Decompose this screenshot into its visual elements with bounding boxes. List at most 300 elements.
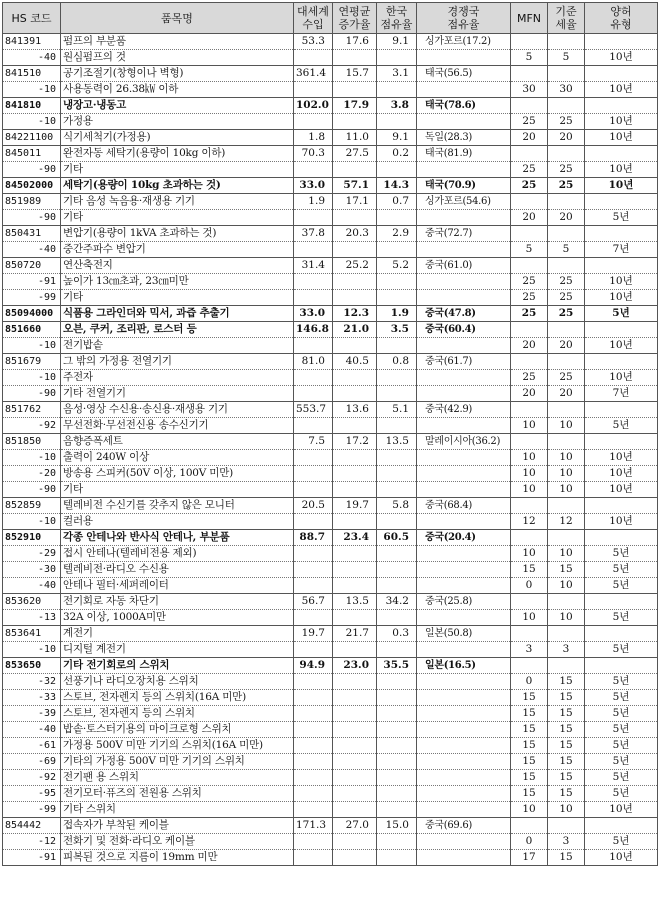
korea-share-cell: 5.2: [377, 258, 417, 274]
mfn-cell: [511, 34, 548, 50]
competitor-share-cell: [417, 802, 511, 818]
table-row: [3, 722, 658, 738]
base-rate-cell: 25: [548, 162, 585, 178]
korea-share-cell: [377, 786, 417, 802]
concession-type-cell: 5년: [585, 546, 658, 562]
concession-type-cell: [585, 626, 658, 642]
mfn-cell: [511, 434, 548, 450]
hs-code-cell: -10: [3, 642, 61, 658]
cagr-cell: [333, 82, 377, 98]
mfn-cell: 25: [511, 178, 548, 194]
hs-code-cell: 851850: [3, 434, 61, 450]
mfn-cell: 10: [511, 546, 548, 562]
cagr-cell: 23.4: [333, 530, 377, 546]
competitor-share-cell: 태국(81.9): [417, 146, 511, 162]
base-rate-cell: [548, 594, 585, 610]
table-row: [3, 642, 658, 658]
mfn-cell: [511, 322, 548, 338]
table-row: [3, 626, 658, 642]
competitor-share-cell: [417, 482, 511, 498]
world-imports-cell: 88.7: [294, 530, 333, 546]
korea-share-cell: [377, 690, 417, 706]
cagr-cell: 19.7: [333, 498, 377, 514]
concession-type-cell: 10년: [585, 466, 658, 482]
concession-type-cell: 5년: [585, 210, 658, 226]
world-imports-cell: [294, 610, 333, 626]
table-row: [3, 322, 658, 338]
world-imports-cell: [294, 850, 333, 866]
world-imports-cell: [294, 706, 333, 722]
table-row: [3, 258, 658, 274]
mfn-cell: 20: [511, 386, 548, 402]
competitor-share-cell: [417, 834, 511, 850]
base-rate-cell: 20: [548, 386, 585, 402]
product-name-cell: 그 밖의 가정용 전열기기: [61, 354, 294, 370]
table-row: [3, 514, 658, 530]
product-name-cell: 접속자가 부착된 케이블: [61, 818, 294, 834]
hs-code-cell: -40: [3, 578, 61, 594]
table-row: [3, 834, 658, 850]
korea-share-cell: [377, 274, 417, 290]
product-name-cell: 선풍기나 라디오장치용 스위치: [61, 674, 294, 690]
hs-code-cell: -10: [3, 114, 61, 130]
concession-type-cell: 10년: [585, 338, 658, 354]
table-row: [3, 402, 658, 418]
concession-type-cell: 5년: [585, 610, 658, 626]
korea-share-cell: [377, 162, 417, 178]
cagr-cell: [333, 274, 377, 290]
korea-share-cell: 5.1: [377, 402, 417, 418]
competitor-share-cell: 싱가포르(17.2): [417, 34, 511, 50]
world-imports-cell: 31.4: [294, 258, 333, 274]
hs-code-cell: 851762: [3, 402, 61, 418]
mfn-cell: 25: [511, 370, 548, 386]
concession-type-cell: 5년: [585, 562, 658, 578]
product-name-cell: 기타 전열기기: [61, 386, 294, 402]
table-row: [3, 578, 658, 594]
korea-share-cell: [377, 674, 417, 690]
hs-code-cell: -39: [3, 706, 61, 722]
mfn-cell: 20: [511, 210, 548, 226]
mfn-cell: 25: [511, 162, 548, 178]
competitor-share-cell: 태국(56.5): [417, 66, 511, 82]
korea-share-cell: [377, 578, 417, 594]
world-imports-cell: [294, 338, 333, 354]
concession-type-cell: [585, 258, 658, 274]
korea-share-cell: [377, 770, 417, 786]
cagr-cell: 17.2: [333, 434, 377, 450]
mfn-cell: 10: [511, 466, 548, 482]
korea-share-cell: 0.8: [377, 354, 417, 370]
mfn-cell: 12: [511, 514, 548, 530]
product-name-cell: 식기세척기(가정용): [61, 130, 294, 146]
competitor-share-cell: 중국(47.8): [417, 306, 511, 322]
cagr-cell: [333, 786, 377, 802]
concession-type-cell: 10년: [585, 850, 658, 866]
korea-share-cell: [377, 562, 417, 578]
hs-code-cell: 85094000: [3, 306, 61, 322]
product-name-cell: 기타 전기회로의 스위치: [61, 658, 294, 674]
world-imports-cell: [294, 738, 333, 754]
concession-type-cell: 5년: [585, 642, 658, 658]
base-rate-cell: 10: [548, 802, 585, 818]
product-name-cell: 주전자: [61, 370, 294, 386]
cagr-cell: 25.2: [333, 258, 377, 274]
cagr-cell: [333, 466, 377, 482]
product-name-cell: 전기모터·퓨즈의 전원용 스위치: [61, 786, 294, 802]
competitor-share-cell: [417, 578, 511, 594]
concession-type-cell: [585, 322, 658, 338]
korea-share-cell: 5.8: [377, 498, 417, 514]
concession-type-cell: [585, 226, 658, 242]
mfn-cell: 15: [511, 722, 548, 738]
world-imports-cell: 33.0: [294, 178, 333, 194]
korea-share-cell: 60.5: [377, 530, 417, 546]
competitor-share-cell: 태국(70.9): [417, 178, 511, 194]
hs-code-cell: 851679: [3, 354, 61, 370]
product-name-cell: 밥솥·토스터기용의 마이크로형 스위치: [61, 722, 294, 738]
base-rate-cell: [548, 146, 585, 162]
product-name-cell: 냉장고·냉동고: [61, 98, 294, 114]
competitor-share-cell: [417, 242, 511, 258]
product-name-cell: 기타: [61, 290, 294, 306]
product-name-cell: 전기팬 용 스위치: [61, 770, 294, 786]
concession-type-cell: 10년: [585, 370, 658, 386]
table-row: [3, 162, 658, 178]
concession-type-cell: 10년: [585, 114, 658, 130]
hs-code-cell: 852910: [3, 530, 61, 546]
world-imports-cell: [294, 642, 333, 658]
table-row: [3, 82, 658, 98]
hs-code-cell: -10: [3, 514, 61, 530]
base-rate-cell: [548, 258, 585, 274]
competitor-share-cell: [417, 850, 511, 866]
hs-code-cell: -10: [3, 450, 61, 466]
base-rate-cell: [548, 434, 585, 450]
mfn-cell: 0: [511, 578, 548, 594]
mfn-cell: 20: [511, 130, 548, 146]
base-rate-cell: 10: [548, 546, 585, 562]
competitor-share-cell: 일본(50.8): [417, 626, 511, 642]
mfn-cell: 15: [511, 770, 548, 786]
header-row: [3, 3, 658, 34]
competitor-share-cell: [417, 562, 511, 578]
base-rate-cell: 15: [548, 738, 585, 754]
hs-code-cell: -92: [3, 770, 61, 786]
concession-type-cell: 5년: [585, 578, 658, 594]
hs-code-cell: -69: [3, 754, 61, 770]
world-imports-cell: 171.3: [294, 818, 333, 834]
cagr-cell: 12.3: [333, 306, 377, 322]
base-rate-cell: 12: [548, 514, 585, 530]
competitor-share-cell: 말레이시아(36.2): [417, 434, 511, 450]
competitor-share-cell: 중국(61.0): [417, 258, 511, 274]
concession-type-cell: [585, 34, 658, 50]
base-rate-cell: 25: [548, 178, 585, 194]
base-rate-cell: 10: [548, 578, 585, 594]
cagr-cell: [333, 578, 377, 594]
competitor-share-cell: [417, 514, 511, 530]
base-rate-cell: [548, 658, 585, 674]
product-name-cell: 기타: [61, 162, 294, 178]
base-rate-cell: [548, 34, 585, 50]
product-name-cell: 원심펌프의 것: [61, 50, 294, 66]
world-imports-cell: [294, 290, 333, 306]
korea-share-cell: [377, 242, 417, 258]
competitor-share-cell: [417, 210, 511, 226]
header-cagr: 연평균 증가율: [333, 3, 377, 34]
table-row: [3, 242, 658, 258]
competitor-share-cell: [417, 50, 511, 66]
header-world-imports: 대세계 수입: [294, 3, 333, 34]
product-name-cell: 전화기 및 전화·라디오 케이블: [61, 834, 294, 850]
mfn-cell: 25: [511, 306, 548, 322]
product-name-cell: 전기회로 자동 차단기: [61, 594, 294, 610]
korea-share-cell: 35.5: [377, 658, 417, 674]
korea-share-cell: [377, 338, 417, 354]
product-name-cell: 가정용: [61, 114, 294, 130]
cagr-cell: [333, 610, 377, 626]
hs-code-cell: 853620: [3, 594, 61, 610]
mfn-cell: 20: [511, 338, 548, 354]
header-product: 품목명: [61, 3, 294, 34]
korea-share-cell: [377, 370, 417, 386]
table-row: [3, 818, 658, 834]
product-name-cell: 사용동력이 26.38㎾ 이하: [61, 82, 294, 98]
cagr-cell: [333, 514, 377, 530]
cagr-cell: 27.0: [333, 818, 377, 834]
cagr-cell: [333, 850, 377, 866]
cagr-cell: [333, 482, 377, 498]
world-imports-cell: [294, 770, 333, 786]
mfn-cell: 15: [511, 786, 548, 802]
hs-code-cell: 84221100: [3, 130, 61, 146]
world-imports-cell: 1.9: [294, 194, 333, 210]
product-name-cell: 무선전화·무선전신용 송수신기기: [61, 418, 294, 434]
world-imports-cell: [294, 722, 333, 738]
cagr-cell: [333, 722, 377, 738]
table-row: [3, 194, 658, 210]
cagr-cell: [333, 418, 377, 434]
product-name-cell: 피복된 것으로 지름이 19mm 미만: [61, 850, 294, 866]
korea-share-cell: [377, 82, 417, 98]
hs-code-cell: -33: [3, 690, 61, 706]
hs-code-cell: -90: [3, 210, 61, 226]
competitor-share-cell: [417, 418, 511, 434]
cagr-cell: 17.1: [333, 194, 377, 210]
mfn-cell: [511, 258, 548, 274]
concession-type-cell: 5년: [585, 674, 658, 690]
world-imports-cell: [294, 386, 333, 402]
table-row: [3, 466, 658, 482]
world-imports-cell: 20.5: [294, 498, 333, 514]
base-rate-cell: 25: [548, 306, 585, 322]
competitor-share-cell: 중국(25.8): [417, 594, 511, 610]
base-rate-cell: [548, 194, 585, 210]
table-row: [3, 482, 658, 498]
korea-share-cell: 0.3: [377, 626, 417, 642]
competitor-share-cell: [417, 690, 511, 706]
hs-code-cell: -10: [3, 82, 61, 98]
world-imports-cell: 33.0: [294, 306, 333, 322]
korea-share-cell: [377, 738, 417, 754]
hs-code-cell: -90: [3, 386, 61, 402]
table-row: [3, 130, 658, 146]
korea-share-cell: [377, 850, 417, 866]
table-row: [3, 658, 658, 674]
product-name-cell: 기타: [61, 210, 294, 226]
table-row: [3, 786, 658, 802]
base-rate-cell: 25: [548, 114, 585, 130]
korea-share-cell: [377, 514, 417, 530]
mfn-cell: 25: [511, 290, 548, 306]
table-row: [3, 850, 658, 866]
product-name-cell: 기타의 가정용 500V 미만 기기의 스위치: [61, 754, 294, 770]
korea-share-cell: [377, 722, 417, 738]
concession-type-cell: [585, 98, 658, 114]
table-row: [3, 66, 658, 82]
product-name-cell: 32A 이상, 1000A미만: [61, 610, 294, 626]
cagr-cell: [333, 290, 377, 306]
world-imports-cell: 19.7: [294, 626, 333, 642]
competitor-share-cell: [417, 386, 511, 402]
cagr-cell: [333, 114, 377, 130]
header-competitor-share: 경쟁국 점유율: [417, 3, 511, 34]
product-name-cell: 식품용 그라인더와 믹서, 과즙 추출기: [61, 306, 294, 322]
mfn-cell: 3: [511, 642, 548, 658]
korea-share-cell: [377, 482, 417, 498]
world-imports-cell: 56.7: [294, 594, 333, 610]
base-rate-cell: 10: [548, 482, 585, 498]
table-row: [3, 226, 658, 242]
world-imports-cell: [294, 466, 333, 482]
world-imports-cell: 53.3: [294, 34, 333, 50]
cagr-cell: [333, 738, 377, 754]
concession-type-cell: 5년: [585, 834, 658, 850]
concession-type-cell: 10년: [585, 450, 658, 466]
concession-type-cell: 10년: [585, 130, 658, 146]
korea-share-cell: [377, 114, 417, 130]
korea-share-cell: 0.7: [377, 194, 417, 210]
table-row: [3, 802, 658, 818]
base-rate-cell: [548, 322, 585, 338]
base-rate-cell: 3: [548, 642, 585, 658]
hs-code-cell: -29: [3, 546, 61, 562]
product-name-cell: 출력이 240W 이상: [61, 450, 294, 466]
korea-share-cell: [377, 546, 417, 562]
world-imports-cell: [294, 578, 333, 594]
table-row: [3, 674, 658, 690]
competitor-share-cell: [417, 338, 511, 354]
competitor-share-cell: [417, 82, 511, 98]
cagr-cell: 27.5: [333, 146, 377, 162]
world-imports-cell: [294, 114, 333, 130]
concession-type-cell: 5년: [585, 690, 658, 706]
hs-code-cell: -92: [3, 418, 61, 434]
table-row: [3, 594, 658, 610]
cagr-cell: 13.6: [333, 402, 377, 418]
cagr-cell: 15.7: [333, 66, 377, 82]
header-base-rate: 기준 세율: [548, 3, 585, 34]
product-name-cell: 가정용 500V 미만 기기의 스위치(16A 미만): [61, 738, 294, 754]
world-imports-cell: 553.7: [294, 402, 333, 418]
korea-share-cell: [377, 466, 417, 482]
base-rate-cell: [548, 626, 585, 642]
world-imports-cell: [294, 242, 333, 258]
world-imports-cell: [294, 786, 333, 802]
product-name-cell: 텔레비전 수신기를 갖추지 않은 모니터: [61, 498, 294, 514]
table-row: [3, 370, 658, 386]
hs-code-cell: 850720: [3, 258, 61, 274]
competitor-share-cell: 중국(72.7): [417, 226, 511, 242]
competitor-share-cell: [417, 770, 511, 786]
hs-code-cell: 851660: [3, 322, 61, 338]
product-name-cell: 각종 안테나와 반사식 안테나, 부분품: [61, 530, 294, 546]
world-imports-cell: [294, 834, 333, 850]
competitor-share-cell: 싱가포르(54.6): [417, 194, 511, 210]
table-row: [3, 34, 658, 50]
hs-code-cell: -99: [3, 802, 61, 818]
cagr-cell: [333, 386, 377, 402]
mfn-cell: 10: [511, 802, 548, 818]
concession-type-cell: [585, 194, 658, 210]
competitor-share-cell: [417, 642, 511, 658]
table-row: [3, 98, 658, 114]
world-imports-cell: 81.0: [294, 354, 333, 370]
hs-code-cell: -10: [3, 370, 61, 386]
cagr-cell: [333, 770, 377, 786]
korea-share-cell: [377, 642, 417, 658]
base-rate-cell: 20: [548, 130, 585, 146]
world-imports-cell: 7.5: [294, 434, 333, 450]
tariff-table-container: [2, 2, 658, 866]
mfn-cell: 25: [511, 114, 548, 130]
cagr-cell: 21.0: [333, 322, 377, 338]
table-row: [3, 50, 658, 66]
mfn-cell: 5: [511, 50, 548, 66]
hs-code-cell: 853641: [3, 626, 61, 642]
hs-code-cell: -95: [3, 786, 61, 802]
world-imports-cell: [294, 50, 333, 66]
concession-type-cell: [585, 402, 658, 418]
world-imports-cell: [294, 450, 333, 466]
world-imports-cell: [294, 514, 333, 530]
concession-type-cell: 5년: [585, 754, 658, 770]
base-rate-cell: 20: [548, 210, 585, 226]
mfn-cell: 15: [511, 754, 548, 770]
competitor-share-cell: [417, 754, 511, 770]
table-row: [3, 754, 658, 770]
table-row: [3, 690, 658, 706]
world-imports-cell: 37.8: [294, 226, 333, 242]
korea-share-cell: 3.5: [377, 322, 417, 338]
concession-type-cell: [585, 146, 658, 162]
competitor-share-cell: [417, 114, 511, 130]
concession-type-cell: 10년: [585, 274, 658, 290]
korea-share-cell: 14.3: [377, 178, 417, 194]
concession-type-cell: [585, 658, 658, 674]
hs-code-cell: -30: [3, 562, 61, 578]
hs-code-cell: 84502000: [3, 178, 61, 194]
competitor-share-cell: 중국(61.7): [417, 354, 511, 370]
hs-code-cell: -40: [3, 722, 61, 738]
world-imports-cell: 1.8: [294, 130, 333, 146]
korea-share-cell: 1.9: [377, 306, 417, 322]
concession-type-cell: 5년: [585, 786, 658, 802]
competitor-share-cell: [417, 546, 511, 562]
competitor-share-cell: 중국(60.4): [417, 322, 511, 338]
mfn-cell: 10: [511, 418, 548, 434]
